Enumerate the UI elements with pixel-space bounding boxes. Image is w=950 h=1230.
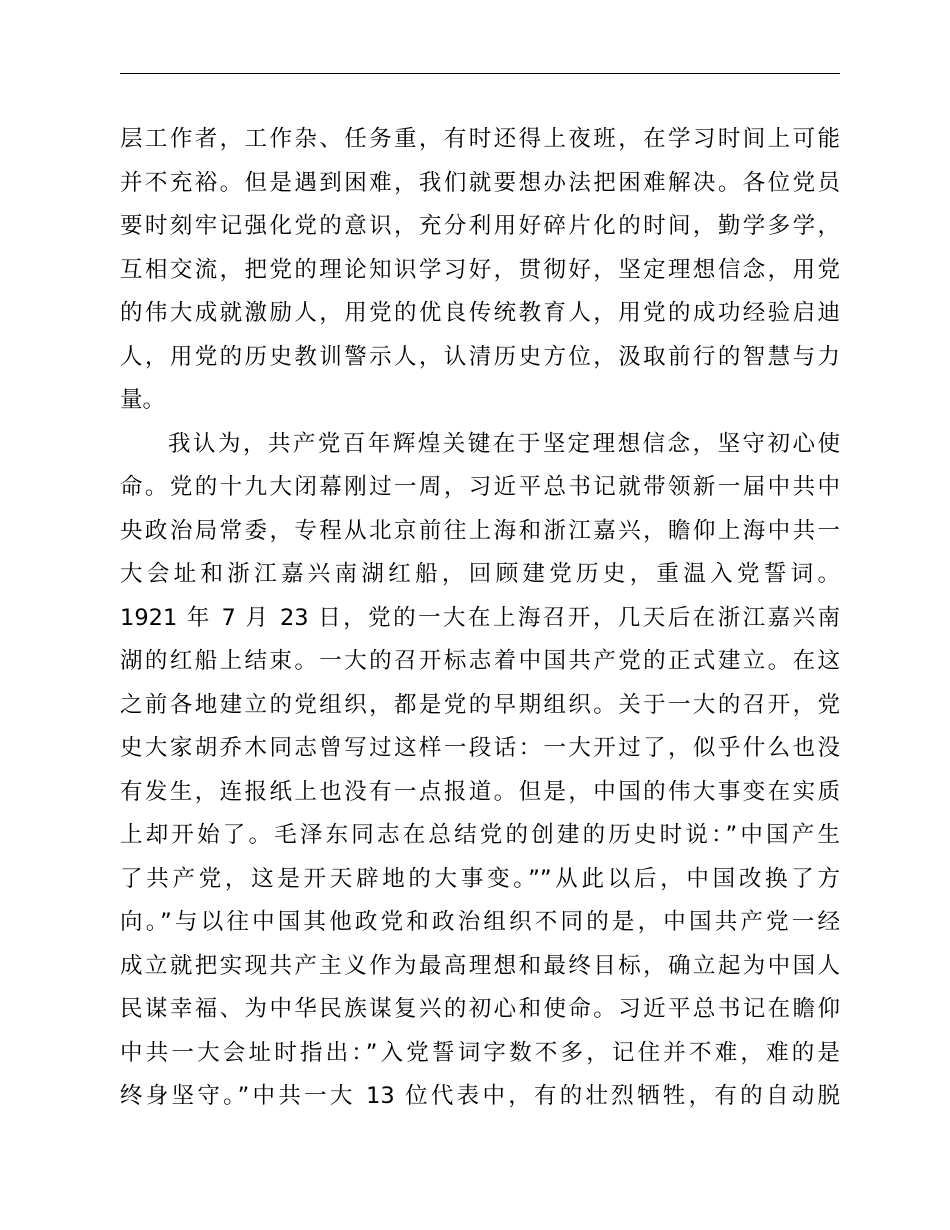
header-rule (120, 73, 840, 74)
text-line: 终身坚守。”中共一大 13 位代表中，有的壮烈牺牲，有的自动脱 (120, 1083, 840, 1109)
text-line: 人，用党的历史教训警示人，认清历史方位，汲取前行的智慧与力 (120, 343, 840, 370)
text-line: 互相交流，把党的理论知识学习好，贯彻好，坚定理想信念，用党 (120, 256, 840, 283)
body-text (120, 118, 840, 1119)
text-line: 之前各地建立的党组织，都是党的早期组织。关于一大的召开，党 (120, 691, 840, 718)
text-line: 并不充裕。但是遇到困难，我们就要想办法把困难解决。各位党员 (120, 169, 840, 196)
text-line: 层工作者，工作杂、任务重，有时还得上夜班，在学习时间上可能 (120, 126, 840, 152)
text-line: 有发生，连报纸上也没有一点报道。但是，中国的伟大事变在实质 (120, 778, 840, 805)
text-line: 向。”与以往中国其他政党和政治组织不同的是，中国共产党一经 (120, 909, 840, 935)
text-line: 成立就把实现共产主义作为最高理想和最终目标，确立起为中国人 (120, 952, 840, 979)
paragraph-first-line: 我认为，共产党百年辉煌关键在于坚定理想信念，坚守初心使 (168, 430, 840, 457)
text-line: 的伟大成就激励人，用党的优良传统教育人，用党的成功经验启迪 (120, 300, 840, 326)
text-line: 中共一大会址时指出：”入党誓词字数不多，记住并不难，难的是 (120, 1039, 840, 1066)
text-line: 量。 (120, 387, 166, 413)
text-line: 上却开始了。毛泽东同志在总结党的创建的历史时说：”中国产生 (120, 822, 840, 848)
text-line: 大会址和浙江嘉兴南湖红船，回顾建党历史，重温入党誓词。 (120, 561, 840, 587)
text-line: 湖的红船上结束。一大的召开标志着中国共产党的正式建立。在这 (120, 648, 840, 674)
text-line: 民谋幸福、为中华民族谋复兴的初心和使命。习近平总书记在瞻仰 (120, 996, 840, 1022)
text-line: 命。党的十九大闭幕刚过一周，习近平总书记就带领新一届中共中 (120, 474, 840, 500)
text-line: 央政治局常委，专程从北京前往上海和浙江嘉兴，瞻仰上海中共一 (120, 517, 840, 544)
text-line: 要时刻牢记强化党的意识，充分利用好碎片化的时间，勤学多学， (120, 213, 840, 239)
text-line: 1921 年 7 月 23 日，党的一大在上海召开，几天后在浙江嘉兴南 (120, 604, 840, 631)
text-line: 了共产党，这是开天辟地的大事变。””从此以后，中国改换了方 (120, 865, 840, 892)
text-line: 史大家胡乔木同志曾写过这样一段话：一大开过了，似乎什么也没 (120, 735, 840, 761)
